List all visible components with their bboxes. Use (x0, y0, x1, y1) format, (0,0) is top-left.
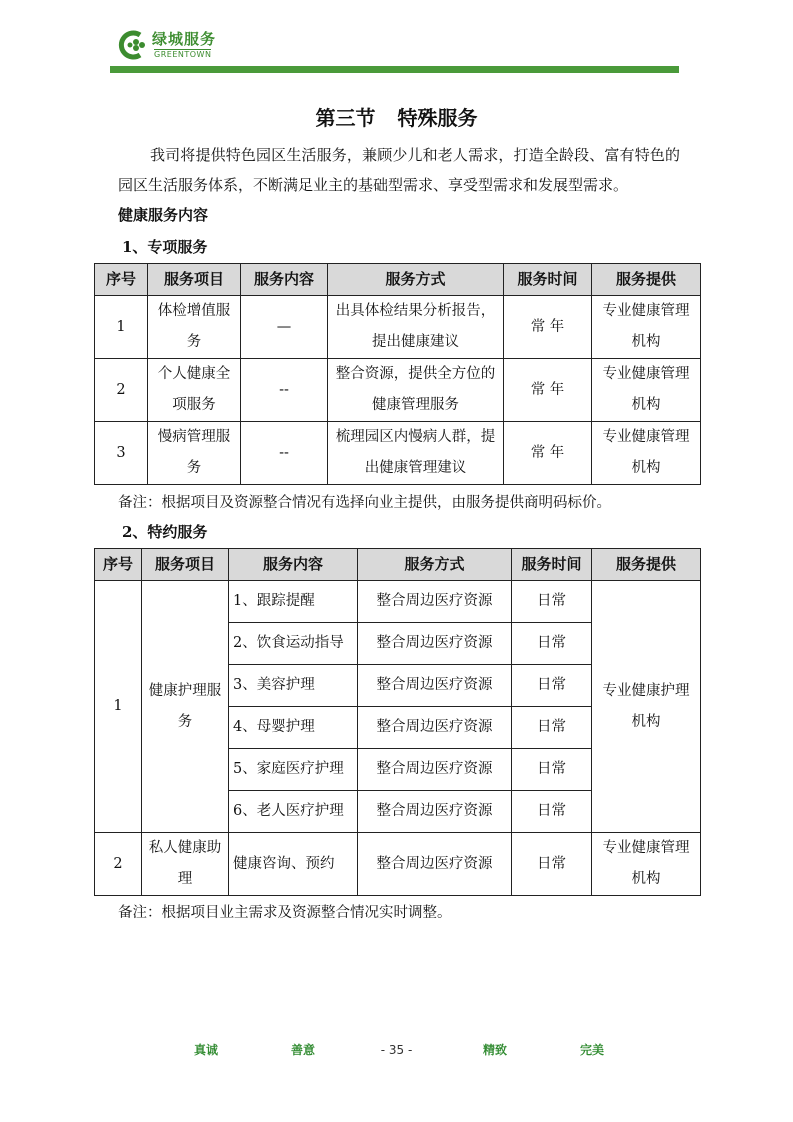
service-provider: 专业健康管理机构 (592, 833, 701, 896)
service-provider: 专业健康管理机构 (592, 422, 701, 485)
service-content: 1、跟踪提醒 (229, 581, 358, 623)
service-time: 日常 (512, 581, 592, 623)
table2-note: 备注：根据项目业主需求及资源整合情况实时调整。 (118, 905, 452, 921)
row-number: 3 (95, 422, 148, 485)
contract-service-table (94, 548, 701, 896)
service-item: 慢病管理服务 (148, 422, 241, 485)
footer-slogan-2: 善意 (291, 1043, 316, 1057)
header-cell: 序号 (95, 264, 148, 296)
footer-slogan-3: 精致 (483, 1043, 508, 1057)
table2-heading: 2、特约服务 (122, 523, 208, 541)
service-time: 常 年 (504, 296, 592, 359)
service-content: 6、老人医疗护理 (229, 791, 358, 833)
logo-text-en: GREENTOWN (154, 50, 212, 59)
service-time: 日常 (512, 623, 592, 665)
header-divider (110, 66, 679, 73)
logo-text-cn: 绿城服务 (152, 30, 217, 48)
service-time: 日常 (512, 707, 592, 749)
table-row (95, 581, 701, 623)
service-item: 个人健康全项服务 (148, 359, 241, 422)
header-cell: 服务方式 (358, 549, 512, 581)
row-number: 1 (95, 296, 148, 359)
header-cell: 服务时间 (512, 549, 592, 581)
table-row (95, 422, 701, 485)
service-content: — (241, 296, 328, 359)
service-method: 整合周边医疗资源 (358, 707, 512, 749)
service-method: 整合周边医疗资源 (358, 791, 512, 833)
service-method: 出具体检结果分析报告，提出健康建议 (328, 296, 504, 359)
title-text: 特殊服务 (397, 106, 478, 130)
page-number: - 35 - (380, 1043, 413, 1057)
service-method: 整合周边医疗资源 (358, 665, 512, 707)
service-method: 整合周边医疗资源 (358, 581, 512, 623)
service-content: 健康咨询、预约 (229, 833, 358, 896)
table1-heading: 1、专项服务 (122, 238, 208, 256)
service-time: 日常 (512, 665, 592, 707)
table1-note: 备注：根据项目及资源整合情况有选择向业主提供，由服务提供商明码标价。 (118, 495, 611, 511)
service-method: 整合资源，提供全方位的健康管理服务 (328, 359, 504, 422)
service-time: 常 年 (504, 422, 592, 485)
special-service-table (94, 263, 701, 485)
service-method: 整合周边医疗资源 (358, 833, 512, 896)
service-method: 梳理园区内慢病人群，提出健康管理建议 (328, 422, 504, 485)
section-heading: 健康服务内容 (118, 206, 209, 224)
table-row (95, 296, 701, 359)
company-logo (118, 28, 228, 62)
service-item: 体检增值服务 (148, 296, 241, 359)
header-cell: 服务提供 (592, 264, 701, 296)
service-content: -- (241, 359, 328, 422)
service-provider: 专业健康护理机构 (592, 581, 701, 833)
service-provider: 专业健康管理机构 (592, 359, 701, 422)
header-cell: 服务方式 (328, 264, 504, 296)
service-item: 健康护理服务 (142, 581, 229, 833)
service-content: 2、饮食运动指导 (229, 623, 358, 665)
service-time: 常 年 (504, 359, 592, 422)
service-time: 日常 (512, 833, 592, 896)
service-time: 日常 (512, 749, 592, 791)
service-method: 整合周边医疗资源 (358, 623, 512, 665)
title-section: 第三节 (315, 106, 376, 130)
header-cell: 服务时间 (504, 264, 592, 296)
header-cell: 服务项目 (142, 549, 229, 581)
service-item: 私人健康助理 (142, 833, 229, 896)
service-provider: 专业健康管理机构 (592, 296, 701, 359)
greentown-leaf-icon (118, 30, 148, 60)
row-number: 1 (95, 581, 142, 833)
header-cell: 服务内容 (229, 549, 358, 581)
footer-slogan-1: 真诚 (194, 1043, 219, 1057)
service-content: 4、母婴护理 (229, 707, 358, 749)
footer-slogan-4: 完美 (580, 1043, 605, 1057)
service-method: 整合周边医疗资源 (358, 749, 512, 791)
table-row (95, 359, 701, 422)
service-content: 5、家庭医疗护理 (229, 749, 358, 791)
header-cell: 服务内容 (241, 264, 328, 296)
row-number: 2 (95, 359, 148, 422)
row-number: 2 (95, 833, 142, 896)
service-time: 日常 (512, 791, 592, 833)
table-row (95, 833, 701, 896)
service-content: -- (241, 422, 328, 485)
intro-paragraph: 我司将提供特色园区生活服务，兼顾少儿和老人需求，打造全龄段、富有特色的园区生活服务体系，不断满足业主的基础型需求、享受型需求和发展型需求。 (118, 146, 680, 194)
header-cell: 服务提供 (592, 549, 701, 581)
page-title (0, 102, 793, 131)
service-content: 3、美容护理 (229, 665, 358, 707)
header-cell: 服务项目 (148, 264, 241, 296)
header-cell: 序号 (95, 549, 142, 581)
